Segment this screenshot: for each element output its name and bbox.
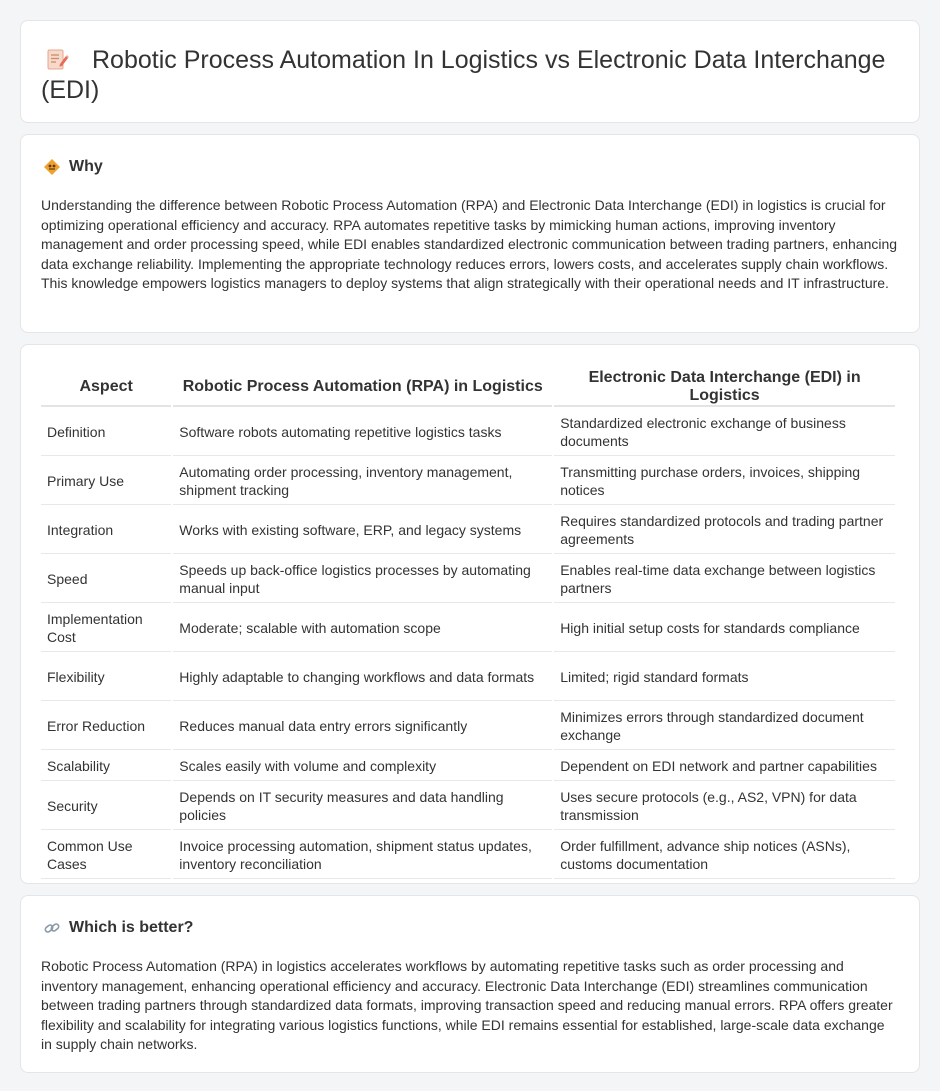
table-row (41, 752, 895, 781)
cell-aspect: Primary Use (41, 458, 171, 505)
cell-edi: Limited; rigid standard formats (554, 654, 895, 701)
cell-rpa: Moderate; scalable with automation scope (173, 605, 552, 652)
cell-rpa: Invoice processing automation, shipment status updates, inventory reconciliation (173, 832, 552, 879)
table-row (41, 409, 895, 456)
better-section (20, 895, 920, 1073)
cell-aspect: Error Reduction (41, 703, 171, 750)
cell-rpa: Works with existing software, ERP, and legacy systems (173, 507, 552, 554)
cell-edi: Dependent on EDI network and partner capabilities (554, 752, 895, 781)
why-heading: Why (69, 158, 103, 175)
cell-rpa: Highly adaptable to changing workflows and data formats (173, 654, 552, 701)
header-rpa: Robotic Process Automation (RPA) in Logistics (173, 367, 552, 407)
table-row (41, 783, 895, 830)
cell-edi: Standardized electronic exchange of business documents (554, 409, 895, 456)
cell-aspect: Implementation Cost (41, 605, 171, 652)
table-row (41, 832, 895, 879)
cell-aspect: Definition (41, 409, 171, 456)
cell-aspect: Flexibility (41, 654, 171, 701)
better-text: Robotic Process Automation (RPA) in logistics accelerates workflows by automating repetitive tasks such as order processing and inventory management, enhancing operational efficiency and accuracy. Electronic Data Interchange (EDI) streamlines communication between trading partners through standardized data formats, improving transaction speed and reducing manual errors. RPA offers greater flexibility and scalability for integrating various logistics functions, while EDI remains essential for established, large-scale data exchange in supply chain networks. (41, 958, 893, 1052)
cell-edi: Requires standardized protocols and trading partner agreements (554, 507, 895, 554)
cell-edi: High initial setup costs for standards compliance (554, 605, 895, 652)
link-icon (43, 919, 61, 937)
header-edi: Electronic Data Interchange (EDI) in Logistics (554, 367, 895, 407)
table-row (41, 556, 895, 603)
page-title: Robotic Process Automation In Logistics vs Electronic Data Interchange (EDI) (41, 46, 886, 104)
cell-edi: Uses secure protocols (e.g., AS2, VPN) for data transmission (554, 783, 895, 830)
table-header-row (41, 367, 895, 407)
comparison-section (20, 344, 920, 884)
memo-icon (45, 47, 69, 71)
cell-rpa: Speeds up back-office logistics processes by automating manual input (173, 556, 552, 603)
table-row (41, 654, 895, 701)
cell-edi: Minimizes errors through standardized document exchange (554, 703, 895, 750)
cell-aspect: Speed (41, 556, 171, 603)
cell-rpa: Scales easily with volume and complexity (173, 752, 552, 781)
cell-edi: Order fulfillment, advance ship notices (ASNs), customs documentation (554, 832, 895, 879)
cell-aspect: Integration (41, 507, 171, 554)
why-text: Understanding the difference between Robotic Process Automation (RPA) and Electronic Data Interchange (EDI) in logistics is crucial for optimizing operational efficiency and accuracy. RPA automates repetitive tasks by mimicking human actions, improving inventory management and order processing speed, while EDI enables standardized electronic communication between trading partners, enhancing data exchange reliability. Implementing the appropriate technology reduces errors, lowers costs, and accelerates supply chain workflows. This knowledge empowers logistics managers to deploy systems that align strategically with their operational needs and IT infrastructure. (41, 197, 898, 291)
cell-rpa: Software robots automating repetitive logistics tasks (173, 409, 552, 456)
cell-aspect: Scalability (41, 752, 171, 781)
table-row (41, 703, 895, 750)
diamond-sign-icon (43, 158, 61, 176)
better-heading: Which is better? (69, 919, 194, 936)
cell-aspect: Common Use Cases (41, 832, 171, 879)
cell-rpa: Reduces manual data entry errors significantly (173, 703, 552, 750)
better-heading-row (41, 916, 899, 940)
cell-aspect: Security (41, 783, 171, 830)
title-card (20, 20, 920, 123)
cell-edi: Transmitting purchase orders, invoices, shipping notices (554, 458, 895, 505)
table-row (41, 458, 895, 505)
comparison-table (39, 365, 897, 881)
header-aspect: Aspect (41, 367, 171, 407)
title-row (41, 41, 899, 105)
why-heading-row (41, 155, 899, 179)
why-section (20, 134, 920, 333)
cell-edi: Enables real-time data exchange between logistics partners (554, 556, 895, 603)
table-row (41, 605, 895, 652)
cell-rpa: Automating order processing, inventory management, shipment tracking (173, 458, 552, 505)
table-row (41, 507, 895, 554)
cell-rpa: Depends on IT security measures and data handling policies (173, 783, 552, 830)
